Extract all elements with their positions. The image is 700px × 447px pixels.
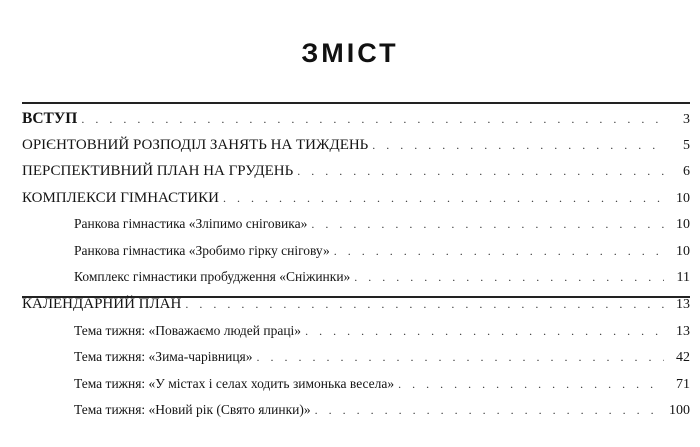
toc-page-number: 10 [676, 243, 690, 259]
leader-dots [305, 324, 664, 339]
leader-dots [81, 112, 664, 127]
divider [22, 102, 690, 104]
toc-page-number: 42 [676, 350, 690, 365]
toc-page-number: 10 [676, 217, 690, 232]
leader-dots [354, 270, 664, 285]
toc-entry-title: Тема тижня: «Новий рік (Свято ялинки)» [74, 402, 311, 417]
table-of-contents-continued [22, 296, 690, 429]
toc-entry-title: Ранкова гімнастика «Зліпимо сніговика» [74, 216, 308, 231]
toc-entry[interactable] [22, 163, 690, 190]
toc-page-number: 3 [683, 112, 690, 127]
leader-dots [185, 297, 664, 312]
page-title: ЗМІСТ [301, 38, 399, 68]
toc-page-number: 13 [676, 323, 690, 339]
toc-page-number: 10 [676, 190, 690, 206]
toc-page-number: 13 [676, 297, 690, 312]
toc-page-number: 11 [676, 270, 690, 285]
toc-entry-title: КОМПЛЕКСИ ГІМНАСТИКИ [22, 189, 219, 206]
toc-page-number: 100 [669, 403, 690, 418]
toc-entry-title: ВСТУП [22, 110, 78, 127]
toc-page-number: 6 [683, 164, 690, 179]
toc-entry[interactable] [22, 190, 690, 217]
toc-entry-title: Тема тижня: «У містах і селах ходить зимонька весела» [74, 375, 395, 391]
toc-entry-title: Комплекс гімнастики пробудження «Сніжинки» [74, 269, 351, 284]
leader-dots [257, 350, 664, 365]
leader-dots [334, 244, 664, 259]
toc-subentry[interactable] [22, 349, 690, 376]
toc-entry-title: Тема тижня: «Зима-чарівниця» [74, 349, 253, 364]
toc-subentry[interactable] [22, 376, 690, 403]
toc-subentry[interactable] [22, 216, 690, 243]
leader-dots [297, 164, 664, 179]
toc-entry-title: ПЕРСПЕКТИВНИЙ ПЛАН НА ГРУДЕНЬ [22, 163, 294, 179]
toc-page-number: 5 [683, 137, 690, 153]
leader-dots [223, 191, 664, 206]
leader-dots [398, 377, 664, 392]
toc-subentry[interactable] [22, 402, 690, 429]
toc-subentry[interactable] [22, 269, 690, 296]
toc-subentry[interactable] [22, 243, 690, 270]
toc-entry[interactable] [22, 110, 690, 137]
leader-dots [311, 217, 664, 232]
toc-entry-title: ОРІЄНТОВНИЙ РОЗПОДІЛ ЗАНЯТЬ НА ТИЖДЕНЬ [22, 136, 369, 153]
leader-dots [372, 138, 664, 153]
leader-dots [315, 403, 663, 418]
toc-subentry[interactable] [22, 323, 690, 350]
toc-entry[interactable] [22, 296, 690, 323]
toc-page-number: 71 [676, 376, 690, 392]
toc-entry-title: Ранкова гімнастика «Зробимо гірку снігову» [74, 242, 330, 258]
toc-entry-title: Тема тижня: «Поважаємо людей праці» [74, 322, 302, 338]
toc-entry-title: КАЛЕНДАРНИЙ ПЛАН [22, 296, 182, 312]
table-of-contents [22, 110, 690, 296]
toc-entry[interactable] [22, 137, 690, 164]
